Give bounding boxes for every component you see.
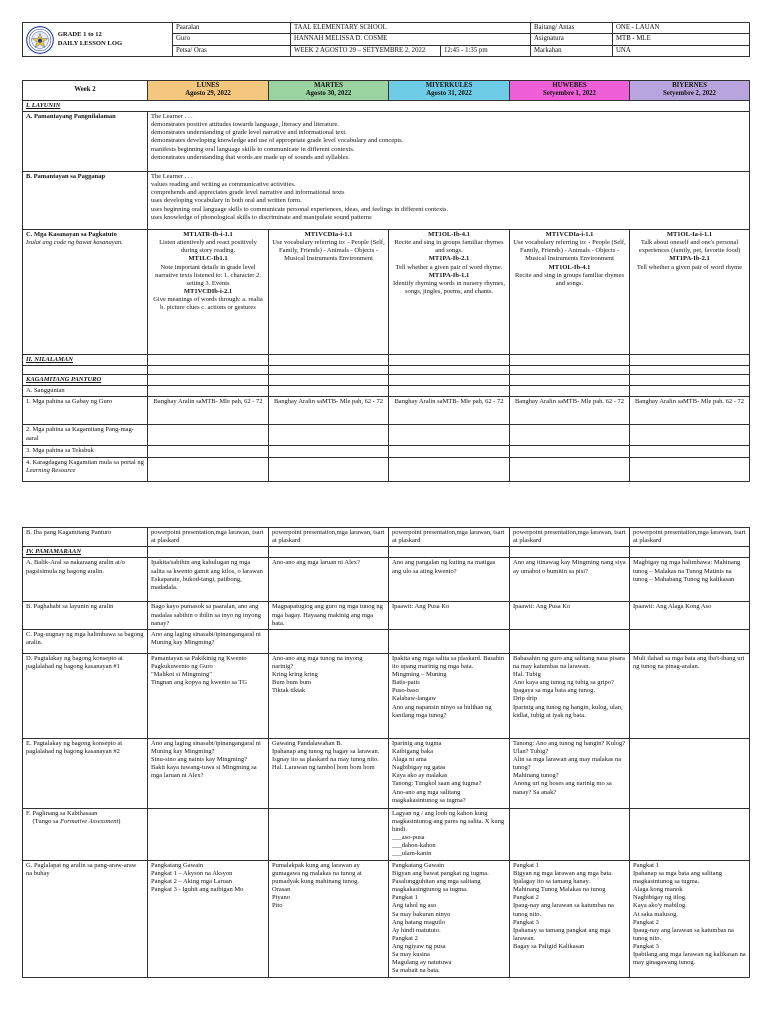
pagtalakay-1-cell-miyerkules: Ipakita ang mga salita sa plaskard. Basahin ito upang marinig ng mga bata. Mingming – Muning Batis-patis Puso-baso Kalabaw-langaw Ano ang napansin ninyo sa hulihan ng kanilang mga tunog? [389, 653, 510, 738]
pag-uugnay-cell-martes [269, 629, 389, 653]
gabay-cell-biyernes: Banghay Aralin saMTB- Mle pah. 62 - 72 [630, 397, 750, 425]
paglinang-cell-lunes [148, 808, 269, 860]
day-header-miyerkules: MIYERKULES Agosto 31, 2022 [389, 81, 510, 101]
balik-aral-cell-martes: Ano-ano ang mga laruan ni Alex? [269, 558, 389, 602]
competency-description: Use vocabulary referring to: - People (Self, Family, Friends) - Animals - Objects - Musical Instruments Environment [513, 239, 626, 263]
competency-description: Listen attentively and react positively during story reading. [159, 239, 257, 255]
paghahabi-cell-lunes: Bago kayo pumasok sa paaralan, ano ang madalas sabihin o ibilin sa inyo ng inyong nanay? [148, 602, 269, 629]
section-kagamitan: KAGAMITANG PANTURO [23, 375, 148, 386]
competency-code: MT1VCDIa-i-1.1 [545, 231, 594, 239]
row-label-paghahabi: B. Paghahabi sa layunin ng aralin [23, 602, 148, 629]
lesson-table-part2 [22, 527, 750, 978]
gabay-cell-lunes: Banghay Aralin saMTB- Mle pah, 62 - 72 [148, 397, 269, 425]
section-pamamaraan: IV. PAMAMARAAN [23, 547, 148, 558]
section-layunin: I. LAYUNIN [23, 100, 750, 111]
paghahabi-cell-biyernes: Ipaawit: Ang Alaga Kong Aso [630, 602, 750, 629]
competency-cell-miyerkules [389, 230, 510, 355]
hdr-label-grade: Baitang/ Antas [531, 23, 613, 34]
pag-uugnay-cell-miyerkules [389, 629, 510, 653]
competency-code: MT1LC-Ib1.1 [188, 255, 228, 263]
paglinang-cell-biyernes [630, 808, 750, 860]
paglalapat-cell-biyernes: Pangkat 1 Ipahanap sa mga bata ang salitang magkasintunog sa tugma. Alaga kong manok Nagbibigay ng itlog. Kaya ako'y mabilog. At saka malusog. Pangkat 2 Ipaug-nay ang larawan sa katumbas na tunog nito. Pangkat 3 Ipabilang ang mga larawan ng kalikasan na may ginagawang tunog. [630, 860, 750, 977]
hdr-label-date: Petsa/ Oras [173, 45, 291, 56]
pagtalakay-1-cell-biyernes: Muli ilahad sa mga bata ang iba't-ibang uri ng tunog na pinag-aralan. [630, 653, 750, 738]
iba-cell-huwebes: powerpoint presentation,mga larawan, tsart at plaskard [510, 528, 630, 547]
hdr-value-subject: MTB - MLE [613, 34, 750, 45]
pag-uugnay-cell-biyernes [630, 629, 750, 653]
paghahabi-cell-huwebes: Ipaawit: Ang Pusa Ko [510, 602, 630, 629]
competency-cell-huwebes [510, 230, 630, 355]
competency-description: Tell whether a given pair of word rhyme [636, 263, 743, 271]
competency-code: MT1OL-Ib-4.1 [548, 263, 591, 271]
competency-code: MT1PA-Ib-2.1 [428, 255, 470, 263]
header-table [22, 22, 750, 57]
pag-uugnay-cell-huwebes [510, 629, 630, 653]
row-label-teksbuk: 3. Mga pahina sa Teksbuk [23, 446, 148, 457]
paghahabi-cell-martes: Magpapatugtog ang guro ng mga tunog ng mga bagay. Hayaang makinig ang mga bata. [269, 602, 389, 629]
row-label-gabay-ng-guro: 1. Mga pahina sa Gabay ng Guro [23, 397, 148, 425]
competency-code: MT1VCDIa-i-1.1 [304, 231, 353, 239]
row-label-pagtalakay-1: D. Pagtalakay ng bagong konsepto at paglalahad ng bagong kasanayan #1 [23, 653, 148, 738]
day-header-lunes: LUNES Agosto 29, 2022 [148, 81, 269, 101]
paglinang-cell-huwebes [510, 808, 630, 860]
dll-title: DAILY LESSON LOG [57, 39, 123, 47]
competency-description: Recite and sing in groups familiar rhymes and songs. [514, 271, 625, 287]
hdr-label-school: Paaralan [173, 23, 291, 34]
iba-cell-lunes: powerpoint presentation,mga larawan, tsart at plaskard [148, 528, 269, 547]
competency-description: Tell whether a given pair of word rhyme. [395, 263, 503, 271]
competency-description: Recite and sing in groups familiar rhymes and songs. [394, 239, 504, 255]
section-nilalaman: II. NILALAMAN [23, 355, 148, 366]
pagtalakay-1-cell-lunes: Pamantayan sa Pakikinig ng Kwento Pagkukuwento ng Guro "Malikot si Mingming" Tingnan ang kopya ng kwento sa TG [148, 653, 269, 738]
paghahabi-cell-miyerkules: Ipaawit: Ang Pusa Ko [389, 602, 510, 629]
iba-cell-martes: powerpoint presentation,mga larawan, tsart at plaskard [269, 528, 389, 547]
paglinang-cell-miyerkules: Lagyan ng / ang loob ng kahon kung magkasintunog ang pares ng salita. X kung hindi. ___aso-pusa ___dahon-kahon ___ulam-kanin [389, 808, 510, 860]
row-label-pag-uugnay: C. Pag-uugnay ng mga halimbawa sa bagong aralin. [23, 629, 148, 653]
competency-code: MT1ATR-Ib-i-1.1 [183, 231, 233, 239]
competency-description: Identify rhyming words in nursery rhymes, songs, jingles, poems, and chants. [393, 279, 505, 295]
competency-code: MT1VCDIb-i-2.1 [183, 287, 233, 295]
hdr-value-grade: ONE - LAUAN [613, 23, 750, 34]
row-content-pamantayan-sa-pagganap: The Learner . . . values reading and writing as communicative activities. comprehends and appreciates grade level narrative and informational texts uses developing vocabulary in both oral and written form. uses beginning oral language skills to communicate personal experiences, ideas, and feelings in different contexts. uses knowledge of phonological skills to discriminate and manipulate sound patterns [148, 172, 750, 230]
pag-uugnay-cell-lunes: Ano ang laging sinasabi/ipinangangaral ni Muning kay Mingming? [148, 629, 269, 653]
paglalapat-cell-miyerkules: Pangkatang Gawain Bigyan ang bawat pangkat ng tugma. Pasalungguhitan ang mga salitang magkakasingtunog sa tugma. Pangkat 1 Ang tahol ng aso Sa may bakuran ninyo Ang batang maguilo Ay hindi matututo. Pangkat 2 Ang ngiyaw ng pusa Sa may kusina Magulang ay natutuwa Sa mabait na bata. [389, 860, 510, 977]
competency-cell-biyernes [630, 230, 750, 355]
paglinang-cell-martes [269, 808, 389, 860]
competency-code: MT1PA-Ib-2.1 [669, 255, 710, 263]
hdr-value-quarter: UNA [613, 45, 750, 56]
day-header-huwebes: HUWEBES Setyembre 1, 2022 [510, 81, 630, 101]
iba-cell-biyernes: powerpoint presentation,mga larawan, tsart at plaskard [630, 528, 750, 547]
logo-cell [23, 23, 173, 57]
competency-cell-lunes [148, 230, 269, 355]
hdr-value-school: TAAL ELEMENTARY SCHOOL [291, 23, 531, 34]
competency-code: MT1OL-Ia-i-1.1 [666, 231, 713, 239]
hdr-label-subject: Asignatura [531, 34, 613, 45]
pagtalakay-2-cell-miyerkules: Iparinig ang tugma Kaibigang baka Alaga ni ama Nagbibigay ng gatas Kaya ako ay malakas Tanong: Tungkol saan ang tugma? Ano-ano ang mga salitang magkakasintunog sa tugma? [389, 738, 510, 808]
row-content-pamantayang-pangnilalaman: The Learner . . . demonstrates positive attitudes towards language, literacy and literature. demonstrates understanding of grade level narrative and informational text. demonstrates developing knowledge and use of appropriate grade level vocabulary and concepts. manifests beginning oral language skills to communicate in different contexts. demonstrates understanding that words are made up of sounds and syllables. [148, 112, 750, 172]
paglalapat-cell-huwebes: Pangkat 1 Bigyan ng mga larawan ang mga bata. Ipalagay ito sa tamang hanay. Mahinang Tunog Malakas na tunog Pangkat 2 Ipaug-nay ang larawan sa katumbas na tunog nito. Pangkat 3 Ipahanay sa tamang pangkat ang mga larawan. Bagay sa Paligid Kalikasan [510, 860, 630, 977]
row-label-sanggunian: A. Sanggunian [23, 386, 148, 397]
row-label-kasanayan: C. Mga Kasanayan sa Pagkatuto Isulat ang code ng bawat kasanayan. [23, 230, 148, 355]
hdr-label-teacher: Guro [173, 34, 291, 45]
hdr-label-quarter: Markahan [531, 45, 613, 56]
iba-cell-miyerkules: powerpoint presentation,mga larawan, tsart at plaskard [389, 528, 510, 547]
pagtalakay-2-cell-lunes: Ano ang laging sinasabi/ipinangangaral ni Muning kay Mingming? Sinu-sino ang nainis kay Mingming? Bakit kaya tuwang-tuwa si Mingming sa mga laruan ni Alex? [148, 738, 269, 808]
hdr-value-teacher: HANNAH MELISSA D. COSME [291, 34, 531, 45]
pagtalakay-1-cell-huwebes: Babasahin ng guro ang salitang nasa pisara na may katumbas na larawan. Hal. Tubig Ano kaya ang tunog ng tubig sa gripo? Ipagaya sa mga bata ang tunog. Drip drip Iparinig ang tunog ng hangin, kulog, ulan, kidlat, tubig at iyak ng bata. [510, 653, 630, 738]
day-header-biyernes: BIYERNES Setyembre 2, 2022 [630, 81, 750, 101]
row-label-karagdagang-kagamitan: 4. Karagdagang Kagamitan mula sa portal ng Learning Resource [23, 457, 148, 481]
row-label-pagtalakay-2: E. Pagtalakay ng bagong konsepto at paglalahad ng bagong kasanayan #2 [23, 738, 148, 808]
row-label-paglinang: F. Paglinang sa Kabihasaan (Tungo sa Formative Assessment) [23, 808, 148, 860]
balik-aral-cell-huwebes: Ano ang itinawag kay Mingming nang siya ay umabot o bumitin sa pisi? [510, 558, 630, 602]
row-label-pamantayang-pangnilalaman: A. Pamantayang Pangnilalaman [23, 112, 148, 172]
week-label: Week 2 [23, 81, 148, 101]
gabay-cell-martes: Banghay Aralin saMTB- Mle pah, 62 - 72 [269, 397, 389, 425]
pagtalakay-2-cell-huwebes: Tanong: Ano ang tunog ng hangin? Kulog? Ulan? Tubig? Alin sa mga larawan ang may malakas na tunog? Mahinang tunog? Anong uri ng boses ang narinig mo sa nanay? Sa anak? [510, 738, 630, 808]
competency-description: Give meanings of words through: a. realia b. picture clues c. actions or gestures [153, 296, 263, 312]
paglalapat-cell-lunes: Pangkatang Gawain Pangkat 1 – Akyson na Aksyon Pangkat 2 – Aking mga Laruan Pangkat 3 - Iguhit ang naibigan Mo [148, 860, 269, 977]
competency-description: Use vocabulary referring to: - People (Self, Family, Friends) - Animals - Objects - Musical Instruments Environment [272, 239, 385, 263]
hdr-value-time: 12:45 - 1:35 pm [441, 45, 531, 56]
competency-description: Note important details in grade level narrative texts listened to: 1. character 2. setting 3. Events [155, 263, 261, 287]
deped-seal-icon [26, 26, 54, 54]
pagtalakay-2-cell-martes: Gawaing Pandalawahan B. Ipahanap ang tunog ng bagay sa larawan. Isgnay ito sa plaskard na may tunog nito. Hal. Larawan ng tambol bom bom bom [269, 738, 389, 808]
row-label-iba-pang-kagamitan: B. Iba pang Kagamitang Panturo [23, 528, 148, 547]
competency-cell-martes [269, 230, 389, 355]
competency-code: MT1PA-Ib-1.1 [428, 271, 470, 279]
row-label-pamantayan-sa-pagganap: B. Pamantayan sa Pagganap [23, 172, 148, 230]
grade-text: GRADE 1 to 12 [57, 31, 102, 39]
pagtalakay-2-cell-biyernes [630, 738, 750, 808]
pagtalakay-1-cell-martes: Ano-ano ang mga tunog na inyong narinig? Kring kring kring Bum bum bum Tiktak tiktak [269, 653, 389, 738]
balik-aral-cell-biyernes: Magbigay ng mga halimbawa: Mahinang tunog – Malakas na Tunog Matinis na tunog – Mahabang Tunog ng kalikasan [630, 558, 750, 602]
row-label-balik-aral: A. Balik-Aral sa nakaraang aralin at/o pagsisimula ng bagong aralin. [23, 558, 148, 602]
row-kasanayan [23, 230, 750, 355]
balik-aral-cell-lunes: Ipakita/sabihin ang kahulugan ng mga salita sa kwento gamit ang kilos, o larawan Eskaparate, bukod-tangi, patibong, madadala. [148, 558, 269, 602]
competency-description: Talk about oneself and one's personal experiences (family, pet, favorite food) [638, 239, 741, 255]
kasanayan-subtitle: Isulat ang code ng bawat kasanayan. [26, 239, 123, 247]
row-label-kagamitang-pang-mag-aaral: 2. Mga pahina sa Kagamitang Pang-mag-aaral [23, 425, 148, 446]
balik-aral-cell-miyerkules: Ano ang pangalan ng kuting na matigas ang ulo sa ating kwento? [389, 558, 510, 602]
hdr-value-date: WEEK 2 AGOSTO 29 – SETYEMBRE 2, 2022 [291, 45, 441, 56]
paglalapat-cell-martes: Pumalakpak kung ang larawan ay gumagawa ng malakas na tunog at pumadyak kung mahinang tunog. Orasan Piyano Pito [269, 860, 389, 977]
row-label-paglalapat: G. Paglalapat ng aralin sa pang-araw-araw na buhay [23, 860, 148, 977]
day-header-martes: MARTES Agosto 30, 2022 [269, 81, 389, 101]
gabay-cell-miyerkules: Banghay Aralin saMTB- Mle pah, 62 - 72 [389, 397, 510, 425]
gabay-cell-huwebes: Banghay Aralin saMTB- Mle pah. 62 - 72 [510, 397, 630, 425]
competency-code: MT1OL-Ib-4.1 [428, 231, 470, 239]
lesson-table-part1 [22, 80, 750, 482]
